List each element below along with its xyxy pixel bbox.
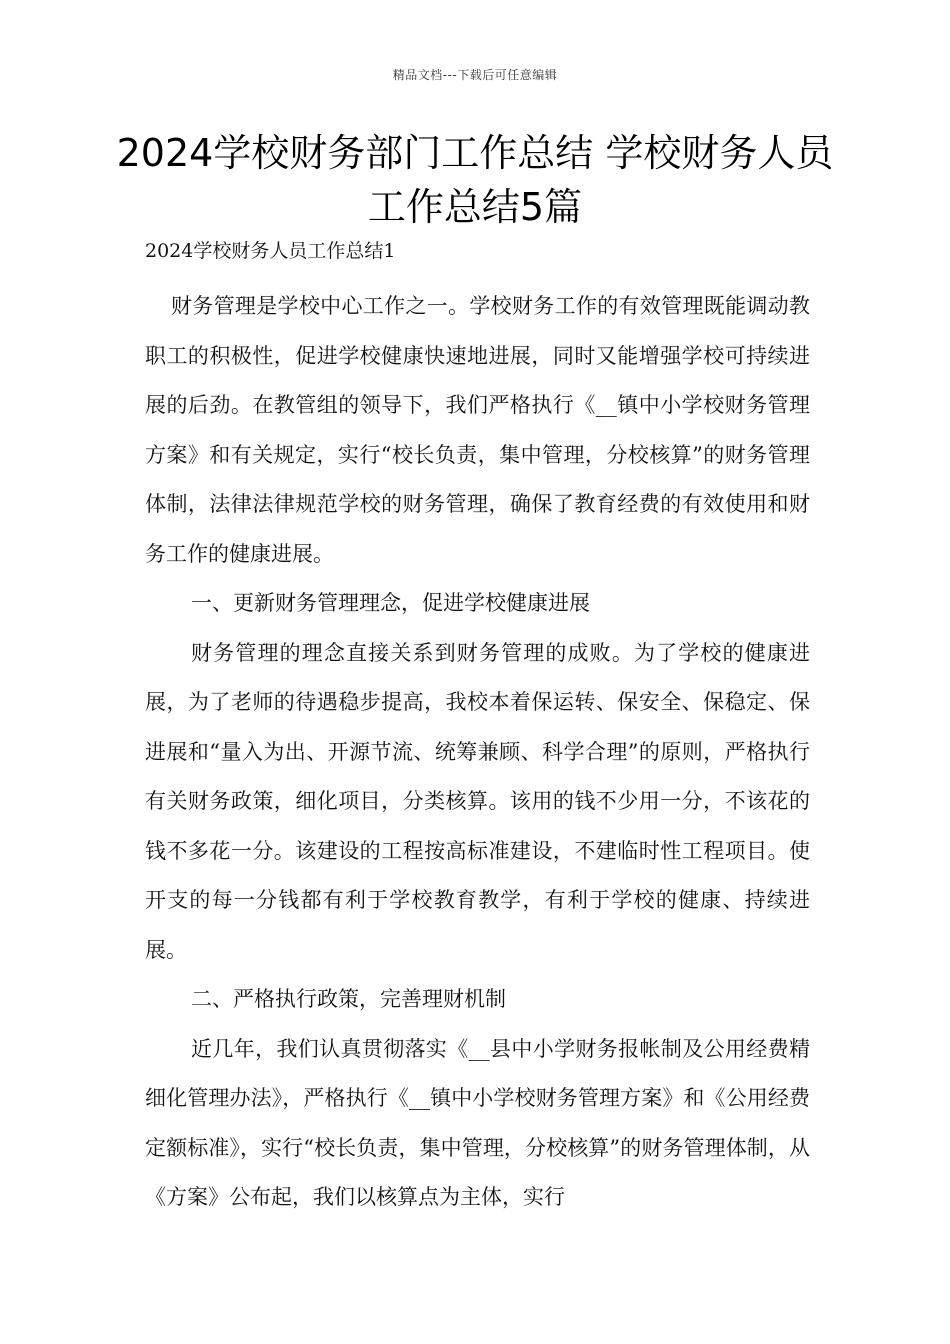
document-title: 2024学校财务部门工作总结 学校财务人员工作总结5篇	[116, 131, 834, 229]
document-body	[145, 232, 810, 1223]
section-heading-2: 二、严格执行政策，完善理财机制	[191, 987, 506, 1011]
header-note: 精品文档---下载后可任意编辑	[392, 68, 558, 82]
paragraph-section-1: 财务管理的理念直接关系到财务管理的成败。为了学校的健康进展，为了老师的待遇稳步提高，我校本着保运转、保安全、保稳定、保进展和“量入为出、开源节流、统筹兼顾、科学合理”的原则，严格执行有关财务政策，细化项目，分类核算。该用的钱不少用一分，不该花的钱不多花一分。该建设的工程按高标准建设，不建临时性工程项目。使开支的每一分钱都有利于学校教育教学，有利于学校的健康、持续进展。	[145, 640, 810, 962]
paragraph-intro: 财务管理是学校中心工作之一。学校财务工作的有效管理既能调动教职工的积极性，促进学校健康快速地进展，同时又能增强学校可持续进展的后劲。在教管组的领导下，我们严格执行《__镇中小学校财务管理方案》和有关规定，实行“校长负责，集中管理，分校核算”的财务管理体制，法律法律规范学校的财务管理，确保了教育经费的有效使用和财务工作的健康进展。	[145, 294, 810, 566]
paragraph-section-2: 近几年，我们认真贯彻落实《__县中小学财务报帐制及公用经费精细化管理办法》，严格执行《__镇中小学校财务管理方案》和《公用经费定额标准》，实行“校长负责，集中管理，分校核算”的财务管理体制，从《方案》公布起，我们以核算点为主体，实行	[145, 1036, 810, 1209]
document-subtitle: 2024学校财务人员工作总结1	[145, 240, 396, 262]
section-heading-1: 一、更新财务管理理念，促进学校健康进展	[191, 591, 590, 615]
